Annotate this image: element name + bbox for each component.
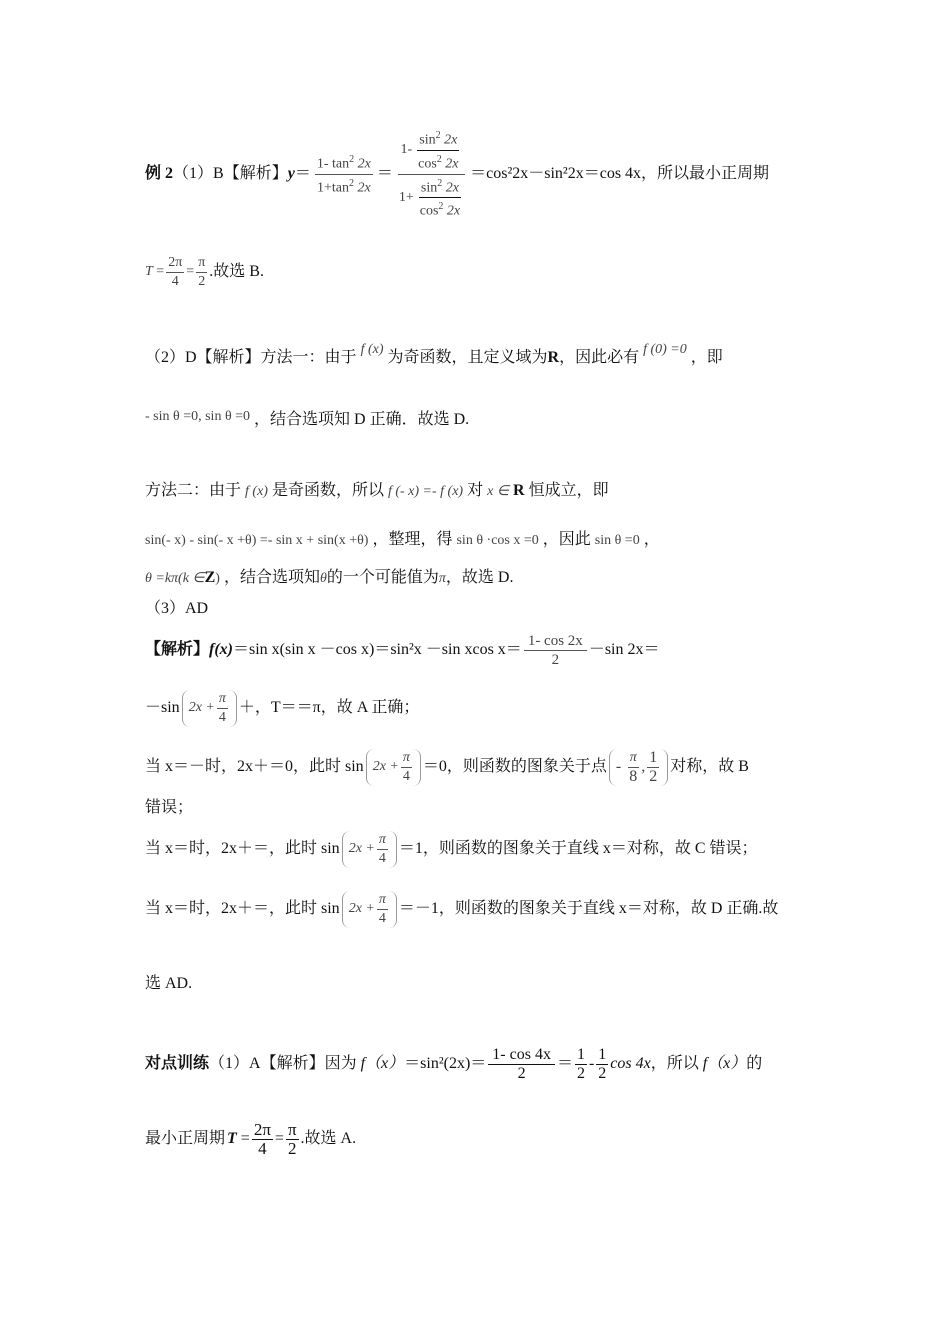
- tan-den-text: 1+tan: [316, 180, 349, 196]
- train-minus: -: [588, 1055, 595, 1072]
- sin-arg: 2x: [444, 132, 458, 148]
- m2-line3-eq: θ =kπ(k ∈: [145, 571, 205, 586]
- eq-sign: ＝: [294, 165, 311, 182]
- p3-a-prefix: 【解析】: [145, 641, 210, 658]
- p3-d-frac: [377, 831, 388, 868]
- train-eq-b: =: [274, 1130, 284, 1147]
- compound-den-lead: 1+: [398, 189, 414, 205]
- p3-b-end: ＋，T＝＝π，故 A 正确；: [238, 699, 420, 716]
- m2-line2-eq2: sin θ ·cos x =0: [456, 533, 539, 548]
- train-fx2: f（x）: [702, 1055, 747, 1072]
- tan-fraction-den: [315, 175, 373, 198]
- p2-mid: 为奇函数，且定义域为: [387, 349, 548, 366]
- p3-e-pi: π: [377, 891, 388, 910]
- p3-a-end: －sin 2x＝: [588, 641, 660, 658]
- p3-d-arg: 2x +: [348, 841, 375, 856]
- p3-b-arg: 2x +: [188, 700, 215, 715]
- sin-theta-eq: - sin θ =0, sin θ =0: [145, 409, 251, 424]
- m2-line2: [145, 530, 660, 551]
- p2-end: ，即: [690, 349, 723, 366]
- inner-den-cos-2: [418, 198, 462, 221]
- p3-e-frac: [377, 891, 388, 928]
- p3-c-neg: -: [615, 758, 622, 775]
- tan-den-arg: 2x: [357, 180, 371, 196]
- train-half1-num: 1: [576, 1045, 585, 1063]
- train-den: 2: [517, 1064, 526, 1082]
- train-end: 的: [746, 1055, 763, 1072]
- m2-line2-mid2: ，因此: [542, 531, 591, 548]
- p3-e-arg: 2x +: [348, 901, 375, 916]
- inner-num-sin: [417, 127, 459, 151]
- train-half1-den: 2: [576, 1064, 585, 1082]
- p3-label: （3）AD: [145, 600, 209, 617]
- p3-e: [145, 886, 778, 932]
- p3-b: [145, 686, 419, 730]
- p3-c-point: [609, 749, 668, 786]
- p3-c-comma: ,: [641, 758, 646, 775]
- p3-b-prefix: －sin: [145, 699, 180, 716]
- p2-line1: [145, 342, 723, 374]
- train-pi: π: [287, 1119, 297, 1139]
- ex2-label: 例 2: [145, 165, 174, 182]
- m2-line3-mid2: 的一个可能值为: [326, 569, 439, 586]
- tan-den-exp: 2: [348, 177, 354, 189]
- tan-num-text: 1- tan: [316, 156, 350, 172]
- p3-d-four: 4: [378, 850, 386, 866]
- eq-sign-2: ＝: [376, 165, 393, 182]
- compound-num: [398, 127, 464, 174]
- p2-R: R: [547, 349, 560, 366]
- m2-line3-close: ): [215, 571, 220, 586]
- p2-line2-text: ，结合选项知 D 正确．故选 D.: [254, 411, 470, 428]
- train-half1: [575, 1046, 587, 1083]
- p3-a-fx: f(x): [209, 641, 233, 658]
- p3-c: [145, 744, 749, 790]
- m2-line3-end: ，故选 D.: [445, 569, 514, 586]
- m2-theta: θ: [319, 571, 327, 586]
- eq-T2: =: [186, 264, 195, 279]
- cos-arg-2: 2x: [446, 203, 461, 219]
- p3-d-end: ＝1，则函数的图象关于直线 x＝对称，故 C 错误；: [398, 840, 758, 857]
- p2-mid2: ，因此必有: [559, 349, 640, 366]
- m2-eq: f (- x) =- f (x): [387, 484, 464, 499]
- train-line1: [145, 1040, 762, 1088]
- p3-e-line2-text: 选 AD.: [145, 975, 193, 992]
- p3-e-line2: [145, 974, 192, 994]
- period-suffix: .故选 B.: [209, 263, 264, 280]
- ex2-p1-result: ＝cos²2x－sin²2x＝cos 4x，所以最小正周期: [470, 165, 770, 182]
- p2-f0: f (0) =0: [643, 342, 687, 357]
- p3-d-paren: [342, 831, 397, 868]
- p3-d: [145, 826, 758, 872]
- four: 4: [171, 273, 179, 289]
- compound-den-inner: [418, 175, 462, 221]
- p3-d-pi: π: [377, 831, 388, 850]
- train-line2-end: .故选 A.: [300, 1130, 357, 1147]
- two-pi: 2π: [166, 254, 184, 273]
- m2-mid2: 对: [467, 482, 484, 499]
- p3-e-end: ＝－1，则函数的图象关于直线 x＝对称，故 D 正确.故: [398, 900, 779, 917]
- m2-R: R: [513, 482, 525, 499]
- p3-c-half-den: 2: [649, 767, 658, 785]
- train-prefix: （1）A【解析】因为: [209, 1055, 357, 1072]
- p2-fx: f (x): [360, 342, 384, 357]
- train-half2-den: 2: [598, 1064, 607, 1082]
- m2-prefix: 方法二：由于: [145, 482, 242, 499]
- cos-word-2: cos: [419, 203, 439, 219]
- p3-b-four: 4: [218, 709, 226, 725]
- p3-c-line2-text: 错误；: [145, 799, 194, 816]
- p3-e-paren: [342, 891, 397, 928]
- p3-c-pi: π: [401, 749, 412, 768]
- m2-line2-mid: ，整理，得: [372, 531, 453, 548]
- train-frac: [488, 1046, 555, 1083]
- m2-line3-Z: Z: [204, 569, 216, 586]
- train-half2-num: 1: [598, 1045, 607, 1063]
- tan-fraction: [315, 151, 373, 197]
- p3-c-half-num: 1: [649, 748, 658, 766]
- p3-c-line2: [145, 798, 193, 818]
- pi-over-two: [196, 254, 207, 291]
- sin-exp: 2: [435, 130, 441, 142]
- two: 2: [198, 273, 206, 289]
- cos-word: cos: [418, 156, 437, 172]
- p3-e-four: 4: [378, 910, 386, 926]
- p3-c-four: 4: [402, 768, 410, 784]
- m2-line2-end: ，: [643, 531, 660, 548]
- p3-a-frac: [524, 632, 587, 669]
- m2-line1: [145, 481, 609, 502]
- p3-a-body: ＝sin x(sin x －cos x)＝sin²x －sin xcos x＝: [233, 641, 522, 658]
- p3-c-prefix: 当 x＝－时，2x＋＝0，此时 sin: [145, 758, 364, 775]
- tan-fraction-num: [315, 151, 373, 175]
- p3-head: [145, 599, 208, 619]
- train-fx: f（x）: [360, 1055, 405, 1072]
- m2-line3-mid: ，结合选项知: [223, 569, 320, 586]
- tan-num-exp: 2: [349, 153, 355, 165]
- ex2-p1-line: [145, 130, 770, 219]
- inner-num-sin-2: [419, 175, 461, 199]
- train-4: 4: [258, 1138, 267, 1158]
- compound-num-inner: [416, 127, 460, 173]
- m2-line2-eq3: sin θ =0: [594, 533, 640, 548]
- p3-c-pi8: [627, 749, 639, 786]
- train-pi2: [286, 1121, 299, 1158]
- compound-num-lead: 1-: [400, 142, 413, 158]
- train-half2: [596, 1046, 608, 1083]
- tan-num-arg: 2x: [357, 156, 371, 172]
- ex2-p1-prefix: （1）B【解析】: [173, 165, 288, 182]
- T-var: T: [145, 264, 153, 279]
- two-pi-over-four: [166, 254, 184, 291]
- m2-line3: [145, 568, 513, 589]
- p3-c-end: 对称，故 B: [670, 758, 749, 775]
- compound-fraction: [397, 127, 466, 221]
- m2-end: 恒成立，即: [528, 482, 609, 499]
- train-T: T: [227, 1130, 237, 1147]
- p3-c-frac: [401, 749, 412, 786]
- p3-c-pi8-den: 8: [629, 767, 638, 785]
- train-2: 2: [288, 1138, 297, 1158]
- p2-prefix: （2）D【解析】方法一：由于: [145, 349, 357, 366]
- train-label: 对点训练: [145, 1055, 210, 1072]
- cos-exp: 2: [436, 153, 442, 165]
- train-eq2: ＝: [556, 1055, 573, 1072]
- p3-c-pi8-num: π: [628, 749, 639, 768]
- train-cos4x: cos 4x: [610, 1055, 651, 1072]
- cos-arg: 2x: [445, 156, 459, 172]
- train-line2-prefix: 最小正周期: [145, 1130, 226, 1147]
- p3-a-num: 1- cos 2x: [524, 632, 587, 651]
- p3-a-den: 2: [551, 651, 560, 668]
- p3-b-pi: π: [217, 690, 228, 709]
- m2-xin: x ∈: [487, 484, 510, 499]
- m2-fx: f (x): [245, 484, 268, 499]
- p3-c-mid: ＝0，则函数的图象关于点: [422, 758, 607, 775]
- p3-c-paren: [366, 749, 421, 786]
- train-2pi: 2π: [253, 1119, 271, 1139]
- train-line2: [145, 1114, 356, 1164]
- p3-b-paren: [182, 690, 237, 727]
- p3-c-arg: 2x +: [372, 759, 399, 774]
- p3-e-prefix: 当 x＝时，2x＋＝，此时 sin: [145, 900, 340, 917]
- train-num: 1- cos 4x: [488, 1046, 555, 1065]
- p2-line2: [145, 410, 469, 442]
- sin-exp-2: 2: [437, 177, 443, 189]
- train-eq1: ＝sin²(2x)＝: [404, 1055, 487, 1072]
- y-var: y: [287, 165, 295, 182]
- cos-exp-2: 2: [438, 201, 444, 213]
- train-mid: ，所以: [650, 1055, 699, 1072]
- p3-c-half: [647, 749, 659, 786]
- m2-line2-eq: sin(- x) - sin(- x +θ) =- sin x + sin(x +θ): [145, 533, 369, 548]
- train-eq-a: =: [236, 1130, 250, 1147]
- sin-word: sin: [419, 132, 436, 148]
- pi: π: [196, 254, 207, 273]
- p3-d-prefix: 当 x＝时，2x＋＝，此时 sin: [145, 840, 340, 857]
- p3-b-frac: [217, 690, 228, 727]
- p3-a: [145, 628, 660, 672]
- compound-den: [397, 175, 466, 221]
- m2-pi: π: [438, 571, 446, 586]
- m2-mid: 是奇函数，所以: [271, 482, 384, 499]
- sin-arg-2: 2x: [445, 180, 459, 196]
- train-2pi4: [252, 1121, 273, 1158]
- period-line: [145, 252, 264, 292]
- inner-den-cos: [416, 151, 460, 174]
- sin-word-2: sin: [420, 180, 438, 196]
- eq-T: =: [152, 264, 165, 279]
